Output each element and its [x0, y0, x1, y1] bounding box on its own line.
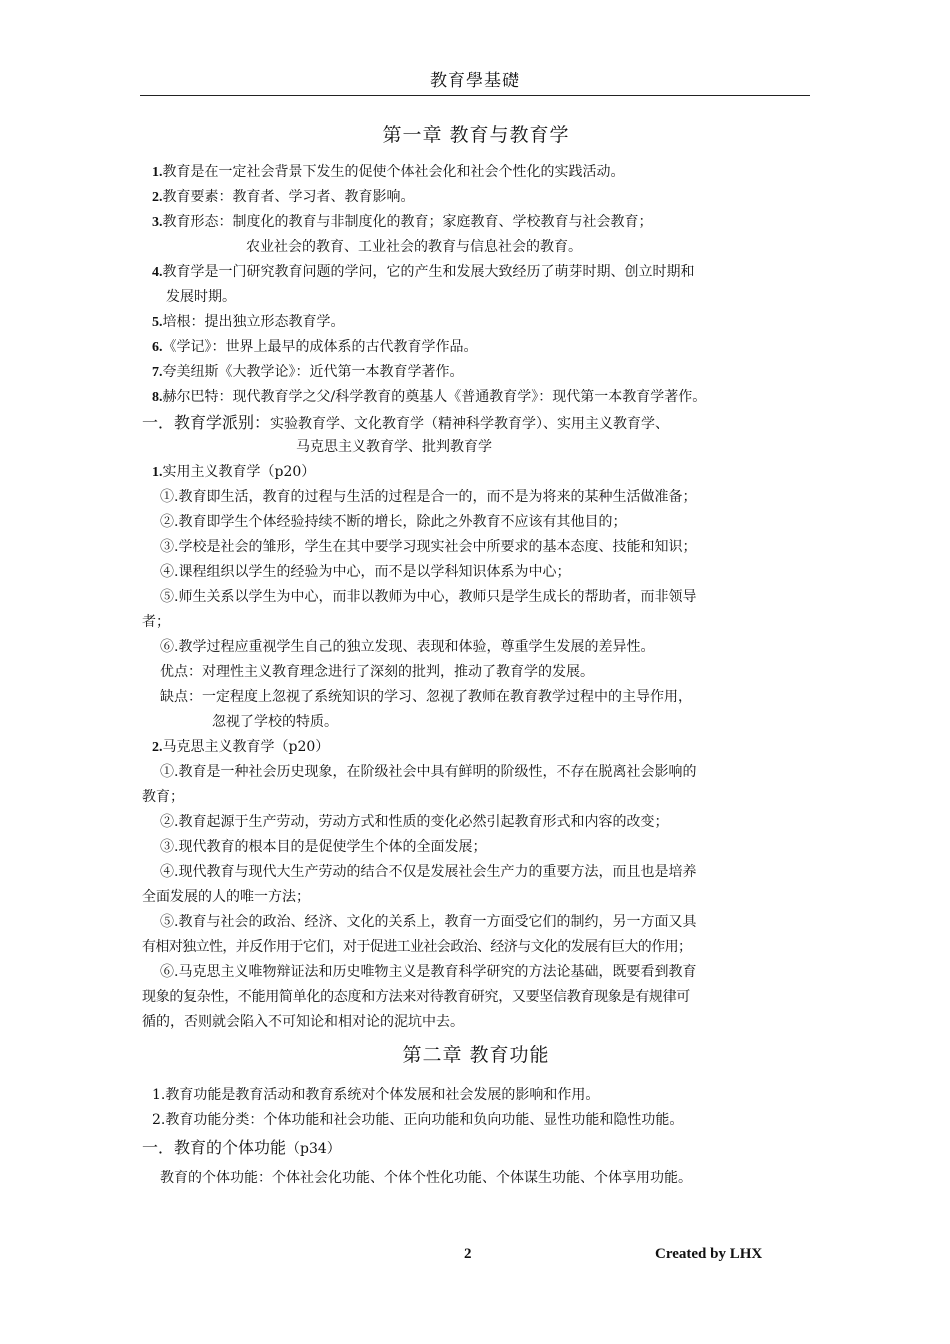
- pragmatism-item-1: ①.教育即生活，教育的过程与生活的过程是合一的，而不是为将来的某种生活做准备；: [160, 489, 697, 505]
- section-individual-function: [142, 1133, 810, 1163]
- point-number: 2.: [152, 190, 163, 205]
- page-header-title: 教育學基礎: [430, 71, 520, 91]
- pragmatism-item-5: ⑤.师生关系以学生为中心，而非以教师为中心，教师只是学生成长的帮助者，而非领导: [160, 589, 697, 605]
- point-4: [142, 260, 810, 285]
- point-6: [142, 335, 810, 360]
- pragmatism-flaw-continuation: 忽视了学校的特质。: [212, 714, 338, 730]
- marxism-line-10: 现象的复杂性，不能用简单化的态度和方法来对待教育研究，又要坚信教育现象是有规律可: [142, 989, 690, 1005]
- marxism-line-3: ②.教育起源于生产劳动，劳动方式和性质的变化必然引起教育形式和内容的改变；: [160, 814, 669, 830]
- pragmatism-heading: [142, 460, 810, 485]
- marxism-line-8: 有相对独立性，并反作用于它们，对于促进工业社会政治、经济与文化的发展有巨大的作用；: [142, 939, 692, 955]
- marxism-line-7: ⑤.教育与社会的政治、经济、文化的关系上，教育一方面受它们的制约，另一方面又具: [160, 914, 697, 930]
- chapter-1-title: 第一章 教育与教育学: [382, 124, 570, 146]
- section-prefix: 一．: [142, 1138, 175, 1157]
- heading-number: 1.: [152, 465, 163, 480]
- marxism-line-1: ①.教育是一种社会历史现象，在阶级社会中具有鲜明的阶级性，不存在脱离社会影响的: [160, 764, 697, 780]
- chapter-2-title: 第二章 教育功能: [402, 1044, 550, 1066]
- page-number: 2: [464, 1246, 472, 1262]
- marxism-line-6: 全面发展的人的唯一方法；: [142, 889, 310, 905]
- point-number: 3.: [152, 215, 163, 230]
- pragmatism-item-2: ②.教育即学生个体经验持续不断的增长，除此之外教育不应该有其他目的；: [160, 514, 627, 530]
- point-number: 7.: [152, 365, 163, 380]
- ch2-point-1: 1.教育功能是教育活动和教育系统对个体发展和社会发展的影响和作用。: [152, 1087, 600, 1103]
- pragmatism-item-6: ⑥.教学过程应重视学生自己的独立发现、表现和体验，尊重学生发展的差异性。: [160, 639, 655, 655]
- pragmatism-merit: 优点：对理性主义教育理念进行了深刻的批判，推动了教育学的发展。: [160, 664, 594, 680]
- heading-text: 马克思主义教育学（p20）: [162, 739, 330, 755]
- point-2: [142, 185, 810, 210]
- marxism-line-11: 循的，否则就会陷入不可知论和相对论的泥坑中去。: [142, 1014, 464, 1030]
- point-text: 夸美纽斯《大教学论》：近代第一本教育学著作。: [162, 364, 464, 380]
- point-text: 教育是在一定社会背景下发生的促使个体社会化和社会个性化的实践活动。: [162, 164, 625, 180]
- heading-number: 2.: [152, 740, 163, 755]
- page-content: [142, 118, 810, 1193]
- point-number: 1.: [152, 165, 163, 180]
- point-number: 5.: [152, 315, 163, 330]
- point-text: 赫尔巴特：现代教育学之父/科学教育的奠基人《普通教育学》：现代第一本教育学著作。: [162, 389, 707, 405]
- point-number: 8.: [152, 390, 163, 405]
- point-7: [142, 360, 810, 385]
- section-schools-continuation: 马克思主义教育学、批判教育学: [296, 439, 492, 455]
- marxism-line-9: ⑥.马克思主义唯物辩证法和历史唯物主义是教育科学研究的方法论基础，既要看到教育: [160, 964, 697, 980]
- section-prefix: 一．: [142, 413, 175, 432]
- section-title: 教育的个体功能: [174, 1138, 287, 1157]
- individual-function-summary: 教育的个体功能：个体社会化功能、个体个性化功能、个体谋生功能、个体享用功能。: [160, 1170, 692, 1186]
- marxism-line-5: ④.现代教育与现代大生产劳动的结合不仅是发展社会生产力的重要方法，而且也是培养: [160, 864, 697, 880]
- point-3: [142, 210, 810, 235]
- point-text: 教育要素：教育者、学习者、教育影响。: [162, 189, 415, 205]
- pragmatism-item-3: ③.学校是社会的雏形，学生在其中要学习现实社会中所要求的基本态度、技能和知识；: [160, 539, 697, 555]
- section-reference: （p34）: [286, 1141, 341, 1157]
- pragmatism-flaw: 缺点：一定程度上忽视了系统知识的学习、忽视了教师在教育教学过程中的主导作用，: [160, 689, 692, 705]
- footer-credit: Created by LHX: [655, 1246, 763, 1262]
- point-3-continuation: 农业社会的教育、工业社会的教育与信息社会的教育。: [246, 239, 582, 255]
- point-text: 《学记》：世界上最早的成体系的古代教育学作品。: [162, 339, 478, 355]
- point-text: 教育形态：制度化的教育与非制度化的教育；家庭教育、学校教育与社会教育；: [162, 214, 653, 230]
- marxism-heading: [142, 735, 810, 760]
- point-8: [142, 385, 810, 410]
- ch2-point-2: 2.教育功能分类：个体功能和社会功能、正向功能和负向功能、显性功能和隐性功能。: [152, 1112, 684, 1128]
- marxism-line-2: 教育；: [142, 789, 184, 805]
- point-5: [142, 310, 810, 335]
- section-schools: [142, 410, 810, 435]
- section-title: 教育学派别：: [174, 413, 271, 432]
- point-text: 培根：提出独立形态教育学。: [162, 314, 345, 330]
- point-number: 6.: [152, 340, 163, 355]
- point-4-continuation: 发展时期。: [166, 289, 236, 305]
- section-text: 实验教育学、文化教育学（精神科学教育学）、实用主义教育学、: [270, 416, 670, 432]
- point-number: 4.: [152, 265, 163, 280]
- pragmatism-item-5-continuation: 者；: [142, 614, 170, 630]
- marxism-line-4: ③.现代教育的根本目的是促使学生个体的全面发展；: [160, 839, 487, 855]
- point-text: 教育学是一门研究教育问题的学问，它的产生和发展大致经历了萌芽时期、创立时期和: [162, 264, 695, 280]
- pragmatism-item-4: ④.课程组织以学生的经验为中心，而不是以学科知识体系为中心；: [160, 564, 571, 580]
- heading-text: 实用主义教育学（p20）: [162, 464, 316, 480]
- point-1: [142, 160, 810, 185]
- header-rule: [140, 95, 810, 96]
